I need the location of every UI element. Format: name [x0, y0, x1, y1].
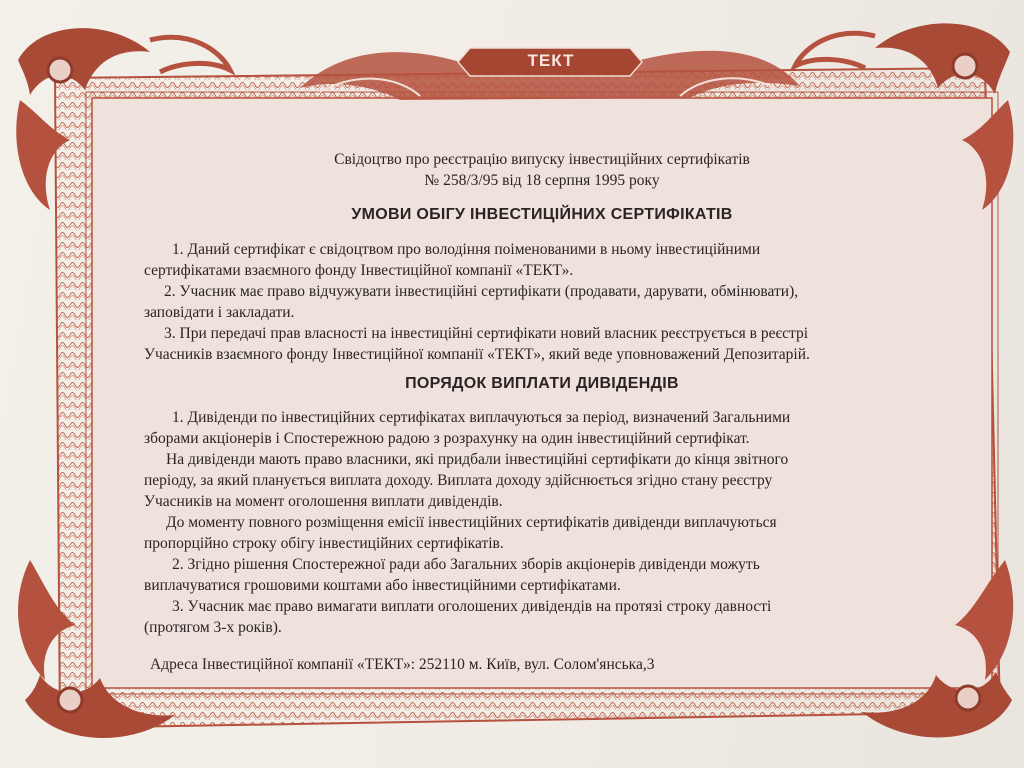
paragraph-line: сертифікатами взаємного фонду Інвестиційної компанії «ТЕКТ». [144, 262, 574, 279]
paragraph-line: 1. Даний сертифікат є свідоцтвом про володіння поіменованими в ньому інвестиційними [172, 241, 761, 258]
brand-label: ТЕКТ [527, 51, 575, 70]
registration-line-1: Свідоцтво про реєстрацію випуску інвестиційних сертифікатів [334, 151, 750, 168]
paragraph-line: 1. Дивіденди по інвестиційних сертифікатах виплачуються за період, визначений Загальними [172, 409, 791, 426]
paragraph-line: зборами акціонерів і Спостережною радою з розрахунку на один інвестиційний сертифікат. [144, 430, 750, 447]
registration-line-2: № 258/3/95 від 18 серпня 1995 року [424, 172, 660, 189]
paragraph-line: 3. При передачі прав власності на інвестиційні сертифікати новий власник реєструється в реєстрі [164, 325, 809, 342]
company-address: Адреса Інвестиційної компанії «ТЕКТ»: 252110 м. Київ, вул. Солом'янська,3 [150, 656, 655, 673]
paragraph-line: періоду, за який планується виплата доходу. Виплата доходу здійснюється згідно стану реєстру [144, 472, 773, 489]
paragraph-line: 2. Згідно рішення Спостережної ради або Загальних зборів акціонерів дивіденди можуть [172, 556, 760, 573]
paragraph-line: На дивіденди мають право власники, які придбали інвестиційні сертифікати до кінця звітного [166, 451, 789, 468]
paragraph-line: (протягом 3-х років). [144, 619, 282, 636]
paragraph-line: 2. Учасник має право відчужувати інвестиційні сертифікати (продавати, дарувати, обмінювати), [164, 283, 799, 300]
paragraph-line: До моменту повного розміщення емісії інвестиційних сертифікатів дивіденди виплачуються [166, 514, 777, 531]
paragraph-line: пропорційно строку обігу інвестиційних сертифікатів. [144, 535, 504, 552]
paragraph-line: виплачуватися грошовими коштами або інвестиційними сертифікатами. [144, 577, 621, 594]
paragraph-line: 3. Учасник має право вимагати виплати оголошених дивідендів на протязі строку давності [172, 598, 772, 615]
paragraph-line: Учасників взаємного фонду Інвестиційної компанії «ТЕКТ», який веде уповноважений Депозитарій. [144, 346, 810, 363]
paragraph-line: Учасників на момент оголошення виплати дивідендів. [144, 493, 503, 510]
section-title-circulation: УМОВИ ОБІГУ ІНВЕСТИЦІЙНИХ СЕРТИФІКАТІВ [351, 206, 733, 223]
paragraph-line: заповідати і закладати. [144, 304, 295, 321]
section-title-dividends: ПОРЯДОК ВИПЛАТИ ДИВІДЕНДІВ [405, 375, 679, 392]
